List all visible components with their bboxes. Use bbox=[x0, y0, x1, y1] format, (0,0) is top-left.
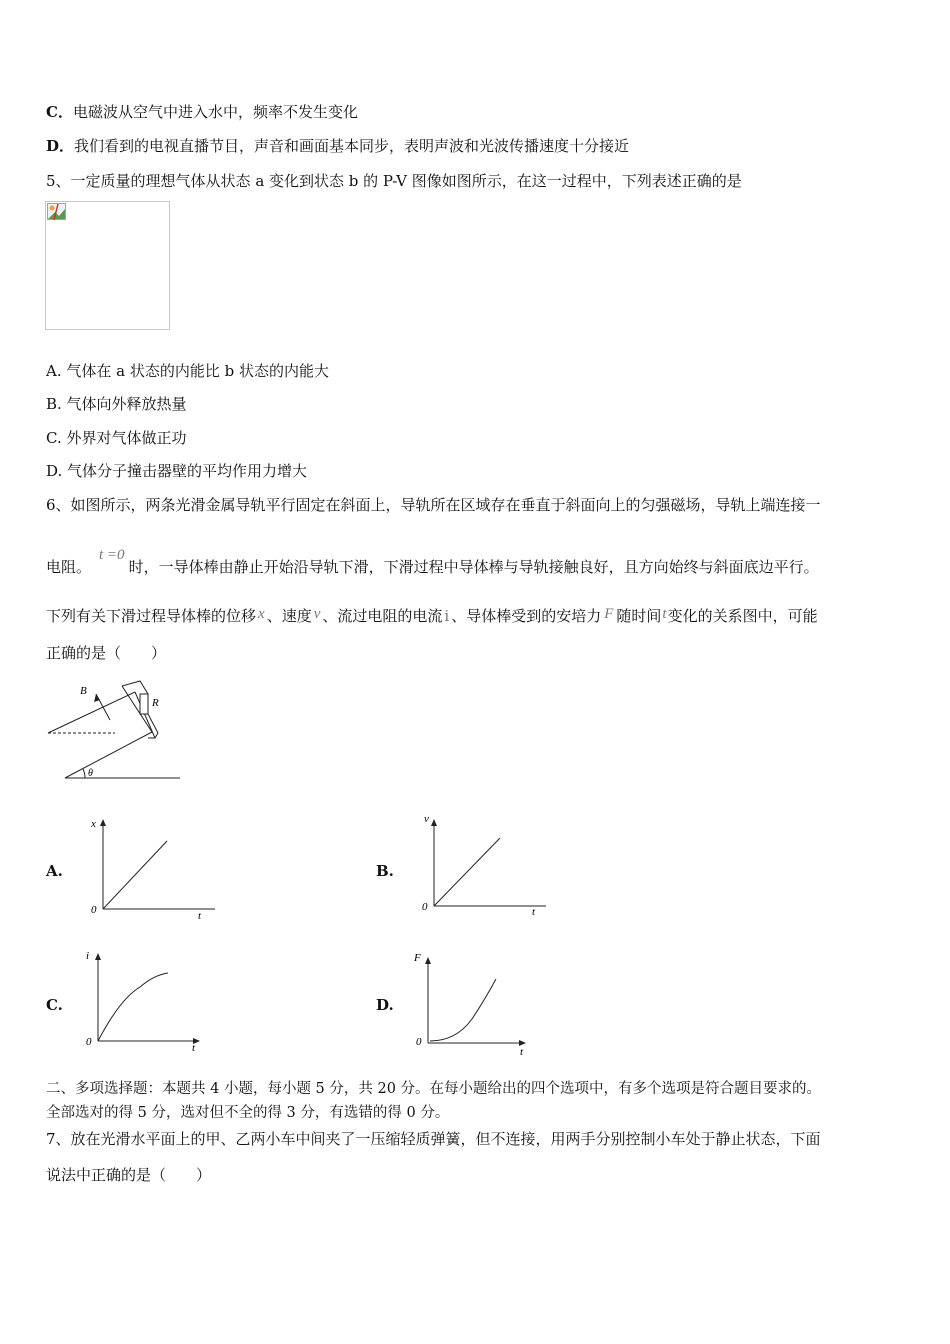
graph-a-ylabel: x bbox=[91, 818, 96, 830]
graph-c-label: C. bbox=[46, 996, 63, 1014]
graph-c-ylabel: i bbox=[86, 950, 90, 962]
graph-d-xlabel: t bbox=[520, 1046, 524, 1057]
graph-b-xlabel: t bbox=[532, 906, 536, 918]
graph-c bbox=[80, 945, 225, 1057]
t-equals-zero: t =0 bbox=[99, 547, 125, 563]
q5-pv-figure-missing bbox=[45, 201, 170, 330]
graph-c-curve bbox=[98, 973, 168, 1041]
graph-d-curve bbox=[430, 979, 496, 1041]
q5-stem: 5、一定质量的理想气体从状态 a 变化到状态 b 的 P-V 图像如图所示，在这一过程中，下列表述正确的是 bbox=[46, 172, 742, 190]
graph-c-origin: 0 bbox=[86, 1036, 92, 1048]
q7-stem-line1: 7、放在光滑水平面上的甲、乙两小车中间夹了一压缩轻质弹簧，但不连接，用两手分别控制小车处于静止状态，下面 bbox=[46, 1130, 821, 1148]
label-theta: θ bbox=[88, 768, 93, 779]
graph-b bbox=[416, 810, 561, 922]
q5-option-d: D. 气体分子撞击器壁的平均作用力增大 bbox=[46, 462, 308, 480]
q4-option-c bbox=[46, 102, 358, 122]
label-R: R bbox=[152, 697, 159, 709]
q6-stem-line3: 下列有关下滑过程导体棒的位移 x 、速度 v 、流过电阻的电流 i 、导体棒受到的安培力 F 随时间t变化的关系图中，可能 bbox=[46, 606, 818, 625]
graph-d-origin: 0 bbox=[416, 1036, 422, 1048]
q6-stem-line2: 电阻。t =0时，一导体棒由静止开始沿导轨下滑，下滑过程中导体棒与导轨接触良好，且方向始终与斜面底边平行。 bbox=[46, 547, 819, 576]
q5-option-c: C. 外界对气体做正功 bbox=[46, 429, 187, 447]
option-text: 我们看到的电视直播节目，声音和画面基本同步，表明声波和光波传播速度十分接近 bbox=[74, 137, 630, 155]
option-label: C． bbox=[46, 103, 73, 121]
q7-stem-line2: 说法中正确的是（ ） bbox=[46, 1166, 212, 1184]
q4-option-d bbox=[46, 136, 629, 156]
q5-option-b: B. 气体向外释放热量 bbox=[46, 395, 187, 413]
broken-image-icon bbox=[47, 203, 67, 221]
graph-c-xlabel: t bbox=[192, 1042, 196, 1054]
graph-d-label: D. bbox=[376, 996, 394, 1014]
graph-a-curve bbox=[103, 841, 167, 909]
graph-b-curve bbox=[434, 838, 500, 906]
graph-a bbox=[85, 813, 230, 925]
incline-rail-diagram bbox=[40, 680, 220, 785]
graph-b-origin: 0 bbox=[422, 901, 428, 913]
option-label: D． bbox=[46, 137, 75, 155]
section2-heading-line1: 二、多项选择题：本题共 4 小题，每小题 5 分，共 20 分。在每小题给出的四个选项中，有多个选项是符合题目要求的。 bbox=[46, 1081, 822, 1097]
q6-stem-line4: 正确的是（ ） bbox=[46, 644, 167, 662]
option-text: 电磁波从空气中进入水中，频率不发生变化 bbox=[72, 103, 358, 121]
graph-d-ylabel: F bbox=[414, 952, 421, 964]
graph-b-ylabel: v bbox=[424, 813, 429, 825]
graph-a-origin: 0 bbox=[91, 904, 97, 916]
graph-d bbox=[410, 945, 555, 1057]
graph-a-label: A. bbox=[46, 862, 63, 880]
q6-stem-line1: 6、如图所示，两条光滑金属导轨平行固定在斜面上，导轨所在区域存在垂直于斜面向上的匀强磁场，导轨上端连接一 bbox=[46, 496, 821, 514]
graph-a-xlabel: t bbox=[198, 910, 202, 922]
section2-heading-line2: 全部选对的得 5 分，选对但不全的得 3 分，有选错的得 0 分。 bbox=[46, 1105, 450, 1121]
graph-b-label: B. bbox=[376, 862, 394, 880]
label-B: B bbox=[80, 685, 87, 697]
q5-option-a: A. 气体在 a 状态的内能比 b 状态的内能大 bbox=[46, 362, 329, 380]
